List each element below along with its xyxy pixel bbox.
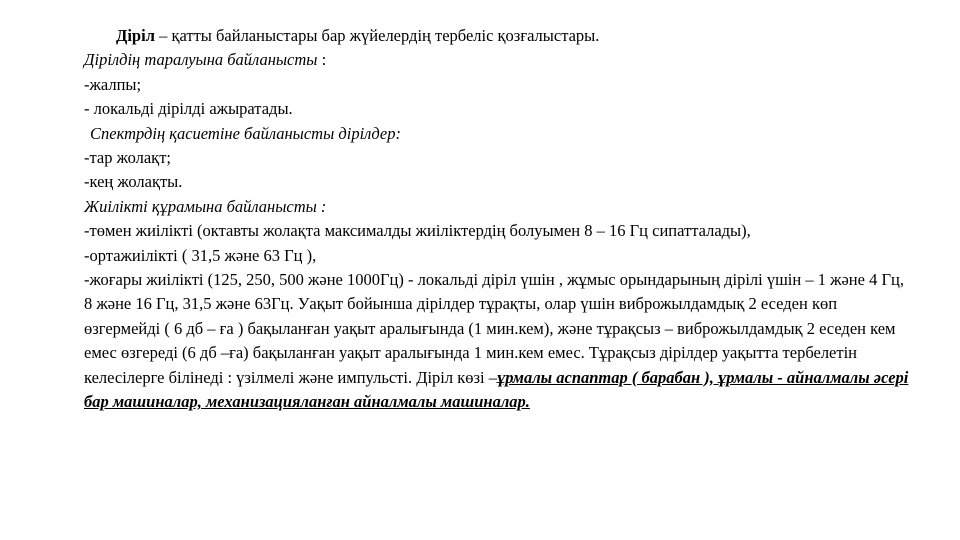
section1-heading-line — [84, 48, 914, 72]
definition-line — [84, 24, 914, 48]
text-block — [84, 24, 914, 415]
section1-heading: Дірілдің таралуына байланысты — [84, 50, 318, 70]
section3-heading: Жиілікті құрамына байланысты : — [84, 196, 327, 216]
term-vibration: Діріл — [116, 26, 155, 45]
section2-heading: Спектрдің қасиетіне байланысты дірілдер: — [90, 123, 401, 143]
list-item: -ортажиілікті ( 31,5 және 63 Гц ), — [84, 245, 317, 265]
list-item: -төмен жиілікті (октавты жолақта максималды жиіліктердің болуымен 8 – 16 Гц сипатталады), — [84, 221, 751, 241]
list-item: -жалпы; — [84, 74, 142, 94]
list-item: - локальді дірілді ажыратады. — [84, 99, 293, 119]
definition-text: – қатты байланыстары бар жүйелердің тербеліс қозғалыстары. — [154, 26, 600, 45]
paragraph-text: -жоғары жиілікті (125, 250, 500 және 1000Гц) - локальді діріл үшін , жұмыс орындарының дірілі үшін – 1 және 4 Гц, 8 және 16 Гц, 31,5 және 63Гц. Уақыт бойынша дірілдер тұрақты, олар үшін виброжылдамдық 2 еседен көп өзгермейді ( 6 дб – ға ) бақыланған уақыт аралығында (1 мин.кем), және тұрақсыз – виброжылдамдық 2 еседен кем емес өзгереді (6 дб –ға) бақыланған уақыт аралығында 1 мин.кем емес. Тұрақсыз дірілдер уақытта тербелетін келесілерге білінеді : үзілмелі және импульсті. Діріл көзі – — [84, 270, 904, 387]
list-item: -тар жолақт; — [84, 148, 171, 168]
section1-heading-suffix: : — [317, 50, 327, 70]
main-paragraph — [84, 268, 914, 414]
list-item: -кең жолақты. — [84, 172, 183, 192]
vibration-sources-emphasis: ұрмалы аспаптар ( барабан ), ұрмалы - айналмалы әсері бар машиналар, механизацияланған айналмалы машиналар. — [84, 367, 909, 412]
